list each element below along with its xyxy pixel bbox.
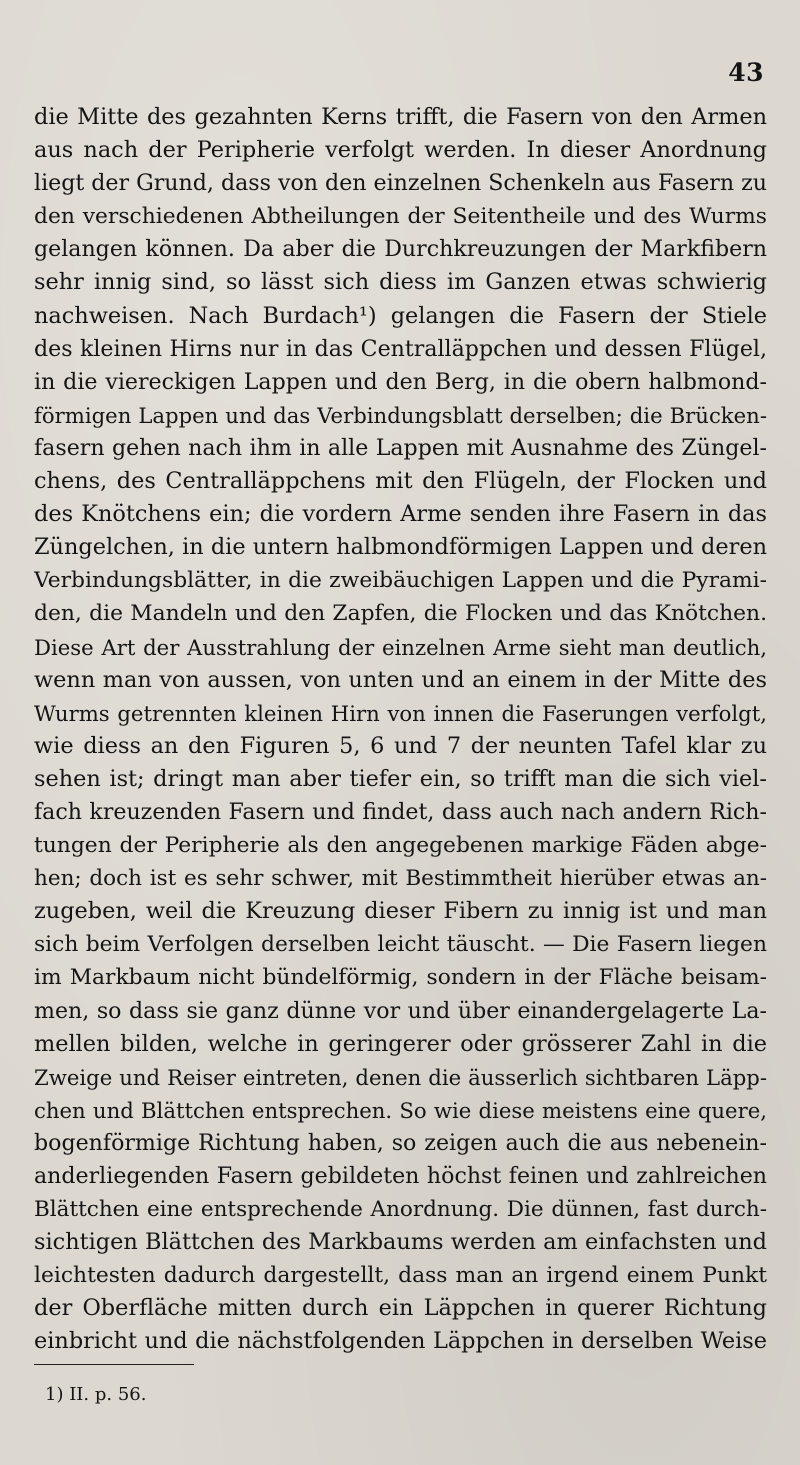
text-line: fach kreuzenden Fasern und findet, dass auch nach andern Rich- (34, 798, 767, 825)
page-number: 43 (728, 58, 764, 87)
text-line: einbricht und die nächstfolgenden Läppchen in derselben Weise (34, 1328, 767, 1355)
text-line: chens, des Centralläppchens mit den Flügeln, der Flocken und (34, 468, 767, 495)
text-line: leichtesten dadurch dargestellt, dass man an irgend einem Punkt (34, 1263, 767, 1289)
text-line: Diese Art der Ausstrahlung der einzelnen Arme sieht man deutlich, (34, 634, 767, 660)
text-line: des kleinen Hirns nur in das Centralläppchen und dessen Flügel, (34, 335, 767, 362)
text-line: tungen der Peripherie als den angegebenen markige Fäden abge- (34, 833, 767, 859)
text-line: im Markbaum nicht bündelförmig, sondern in der Fläche beisam- (34, 965, 767, 991)
text-line: wie diess an den Figuren 5, 6 und 7 der neunten Tafel klar zu (34, 732, 767, 759)
text-line: hen; doch ist es sehr schwer, mit Bestimmtheit hierüber etwas an- (34, 866, 767, 892)
text-line: aus nach der Peripherie verfolgt werden. In dieser Anordnung (34, 137, 767, 164)
text-line: gelangen können. Da aber die Durchkreuzungen der Markfibern (34, 236, 767, 263)
text-line: wenn man von aussen, von unten und an einem in der Mitte des (34, 666, 767, 693)
text-line: förmigen Lappen und das Verbindungsblatt derselben; die Brücken- (34, 402, 767, 428)
text-line: sichtigen Blättchen des Markbaums werden am einfachsten und (34, 1229, 767, 1256)
text-line: fasern gehen nach ihm in alle Lappen mit Ausnahme des Züngel- (34, 434, 767, 461)
text-line: der Oberfläche mitten durch ein Läppchen in querer Richtung (34, 1295, 767, 1322)
text-line: liegt der Grund, dass von den einzelnen Schenkeln aus Fasern zu (34, 170, 767, 197)
text-line: den, die Mandeln und den Zapfen, die Flocken und das Knötchen. (34, 601, 767, 627)
text-line: Verbindungsblätter, in die zweibäuchigen Lappen und die Pyrami- (34, 568, 767, 594)
text-line: sehr innig sind, so lässt sich diess im Ganzen etwas schwierig (34, 269, 767, 296)
text-line: sich beim Verfolgen derselben leicht täuscht. — Die Fasern liegen (34, 932, 767, 958)
text-line: mellen bilden, welche in geringerer oder grösserer Zahl in die (34, 1030, 767, 1057)
text-line: sehen ist; dringt man aber tiefer ein, so trifft man die sich viel- (34, 765, 767, 792)
text-line: men, so dass sie ganz dünne vor und über einandergelagerte La- (34, 997, 767, 1024)
text-line: chen und Blättchen entsprechen. So wie diese meistens eine quere, (34, 1097, 767, 1123)
text-line: den verschiedenen Abtheilungen der Seitentheile und des Wurms (34, 204, 767, 230)
text-line: Wurms getrennten kleinen Hirn von innen die Faserungen verfolgt, (34, 700, 767, 726)
text-line: nachweisen. Nach Burdach¹) gelangen die Fasern der Stiele (34, 302, 767, 329)
text-line: in die viereckigen Lappen und den Berg, in die obern halbmond- (34, 368, 767, 395)
text-line: die Mitte des gezahnten Kerns trifft, die Fasern von den Armen (34, 104, 767, 130)
text-line: Blättchen eine entsprechende Anordnung. Die dünnen, fast durch- (34, 1197, 767, 1223)
text-line: des Knötchens ein; die vordern Arme senden ihre Fasern in das (34, 501, 767, 528)
footnote-divider (34, 1364, 194, 1365)
text-line: Zweige und Reiser eintreten, denen die äusserlich sichtbaren Läpp- (34, 1064, 767, 1090)
footnote: 1) II. p. 56. (45, 1384, 147, 1405)
body-text (34, 101, 767, 1359)
text-line: anderliegenden Fasern gebildeten höchst feinen und zahlreichen (34, 1163, 767, 1189)
text-line: Züngelchen, in die untern halbmondförmigen Lappen und deren (34, 534, 767, 561)
text-line: zugeben, weil die Kreuzung dieser Fibern zu innig ist und man (34, 898, 767, 925)
text-line: bogenförmige Richtung haben, so zeigen auch die aus nebenein- (34, 1129, 767, 1156)
